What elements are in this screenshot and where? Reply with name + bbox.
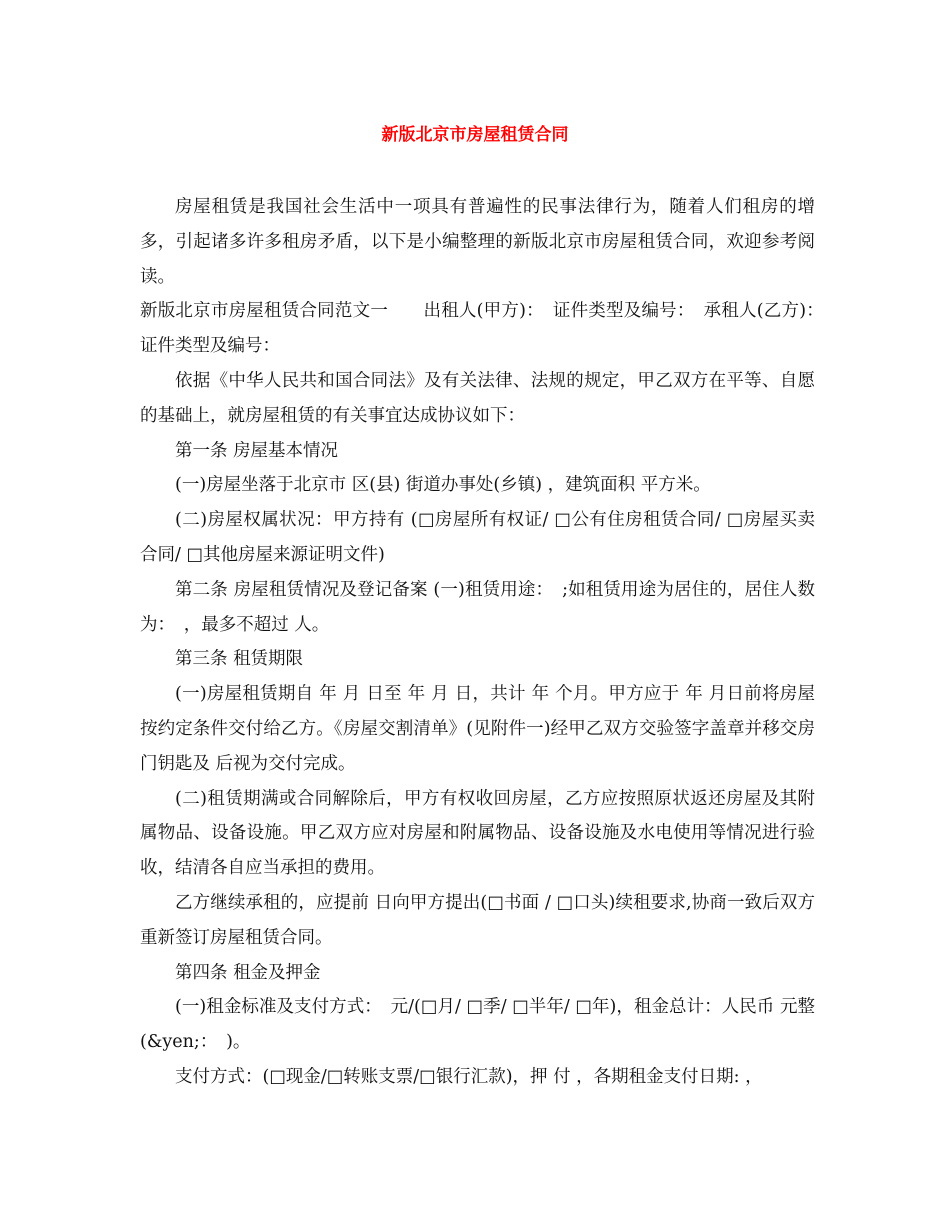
article-heading-2: 第二条 房屋租赁情况及登记备案 (一)租赁用途： ;如租赁用途为居住的，居住人数为： ，最多不超过 人。 bbox=[140, 579, 815, 635]
paragraph-ownership: (二)房屋权属状况：甲方持有 (□房屋所有权证/ □公有住房租赁合同/ □房屋买卖合同/ □其他房屋来源证明文件) bbox=[140, 510, 815, 565]
paragraph-term: (一)房屋租赁期自 年 月 日至 年 月 日，共计 年 个月。甲方应于 年 月日前将房屋按约定条件交付给乙方。《房屋交割清单》(见附件一)经甲乙双方交验签字盖章并移交房门钥匙及 后视为交付完成。 bbox=[140, 684, 815, 774]
document-title: 新版北京市房屋租赁合同 bbox=[381, 125, 569, 145]
paragraph-rent-standard: (一)租金标准及支付方式： 元/(□月/ □季/ □半年/ □年)，租金总计：人民币 元整(&yen;： )。 bbox=[140, 997, 815, 1053]
article-heading-1: 第一条 房屋基本情况 bbox=[175, 440, 339, 461]
paragraph-payment-method: 支付方式：(□现金/□转账支票/□银行汇款)，押 付 ，各期租金支付日期: ， bbox=[175, 1066, 763, 1087]
article-heading-4: 第四条 租金及押金 bbox=[175, 962, 321, 983]
paragraph-expiry: (二)租赁期满或合同解除后，甲方有权收回房屋，乙方应按照原状返还房屋及其附属物品、设备设施。甲乙双方应对房屋和附属物品、设备设施及水电使用等情况进行验收，结清各自应当承担的费用。 bbox=[140, 788, 815, 879]
paragraph-legal-basis: 依据《中华人民共和国合同法》及有关法律、法规的规定，甲乙双方在平等、自愿的基础上，就房屋租赁的有关事宜达成协议如下： bbox=[140, 370, 815, 426]
paragraph-intro: 房屋租赁是我国社会生活中一项具有普遍性的民事法律行为，随着人们租房的增多，引起诸多许多租房矛盾，以下是小编整理的新版北京市房屋租赁合同，欢迎参考阅读。 bbox=[140, 197, 815, 287]
article-heading-3: 第三条 租赁期限 bbox=[175, 649, 304, 670]
paragraph-location: (一)房屋坐落于北京市 区(县) 街道办事处(乡镇) ，建筑面积 平方米。 bbox=[175, 475, 711, 496]
paragraph-renewal: 乙方继续承租的，应提前 日向甲方提出(□书面 / □口头)续租要求,协商一致后双方重新签订房屋租赁合同。 bbox=[140, 892, 815, 948]
paragraph-parties: 新版北京市房屋租赁合同范文一 出租人(甲方)： 证件类型及编号： 承租人(乙方)： 证件类型及编号： bbox=[140, 301, 833, 357]
document-body bbox=[140, 190, 833, 1095]
